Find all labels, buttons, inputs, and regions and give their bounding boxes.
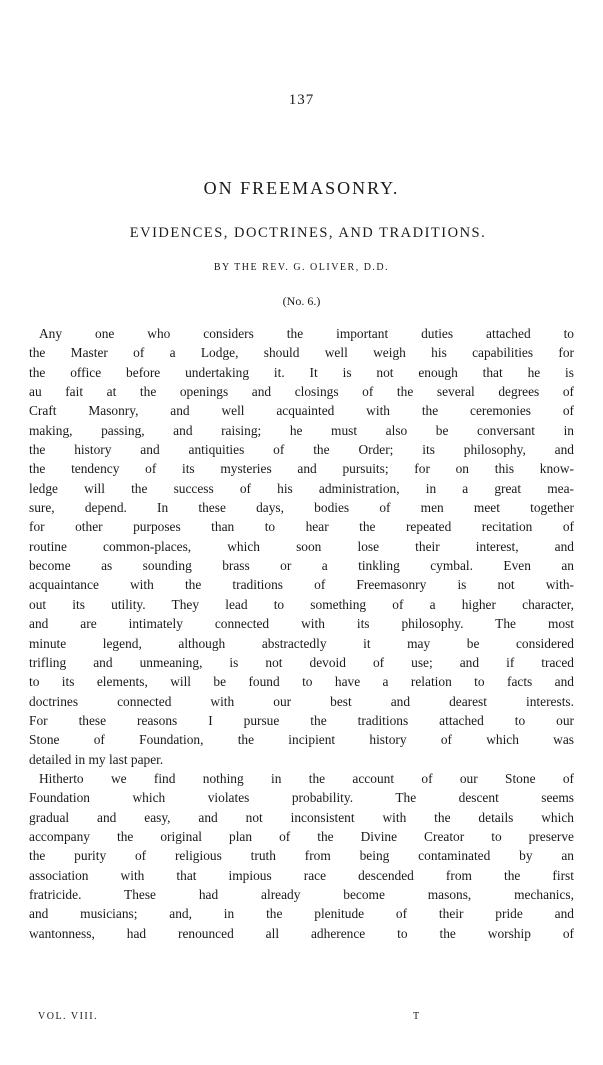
body-line: become as sounding brass or a tinkling cymbal. Even an xyxy=(29,558,574,574)
body-line: Any one who considers the important duties attached to xyxy=(39,326,574,341)
body-line: Craft Masonry, and well acquainted with the ceremonies of xyxy=(29,403,574,419)
body-line: routine common-places, which soon lose their interest, and xyxy=(29,538,574,554)
body-line: gradual and easy, and not inconsistent with the details which xyxy=(29,809,574,825)
body-line: detailed in my last paper. xyxy=(29,751,164,767)
volume-marker: VOL. VIII. xyxy=(38,1011,99,1022)
body-line: the purity of religious truth from being contaminated by an xyxy=(29,848,574,864)
body-line: Stone of Foundation, the incipient history of which was xyxy=(29,732,574,748)
body-line: au fait at the openings and closings of the several degrees of xyxy=(29,384,574,400)
body-line: association with that impious race descended from the first xyxy=(29,867,574,883)
body-line: acquaintance with the traditions of Freemasonry is not with- xyxy=(29,577,574,593)
issue-number: (No. 6.) xyxy=(282,294,321,308)
body-line: ledge will the success of his administration, in a great mea- xyxy=(29,480,574,496)
article-title: ON FREEMASONRY. xyxy=(203,178,400,198)
body-line: to its elements, will be found to have a relation to facts and xyxy=(29,674,574,690)
body-line: accompany the original plan of the Divine Creator to preserve xyxy=(29,828,574,844)
body-line: fratricide. These had already become masons, mechanics, xyxy=(29,886,574,902)
body-line: Foundation which violates probability. The descent seems xyxy=(29,790,574,806)
body-line: and are intimately connected with its philosophy. The most xyxy=(29,616,574,632)
body-line: doctrines connected with our best and dearest interests. xyxy=(29,693,574,709)
article-body xyxy=(29,324,574,943)
body-line: the tendency of its mysteries and pursuits; for on this know- xyxy=(29,461,574,477)
body-line: for other purposes than to hear the repeated recitation of xyxy=(29,519,574,535)
body-line: minute legend, although abstractedly it may be considered xyxy=(29,635,574,651)
body-line: the office before undertaking it. It is not enough that he is xyxy=(29,364,574,380)
body-line: wantonness, had renounced all adherence to the worship of xyxy=(29,925,574,941)
body-line: and musicians; and, in the plenitude of their pride and xyxy=(29,906,574,922)
signature-mark: T xyxy=(413,1011,420,1022)
body-line: the Master of a Lodge, should well weigh his capabilities for xyxy=(29,345,574,361)
body-line: For these reasons I pursue the traditions attached to our xyxy=(29,712,574,728)
article-subtitle: EVIDENCES, DOCTRINES, AND TRADITIONS. xyxy=(129,225,487,241)
body-line: out its utility. They lead to something of a higher character, xyxy=(29,596,574,612)
body-line: the history and antiquities of the Order; its philosophy, and xyxy=(29,442,574,458)
body-line: sure, depend. In these days, bodies of men meet together xyxy=(29,500,574,516)
body-line: Hitherto we find nothing in the account of our Stone of xyxy=(39,770,574,786)
page-number: 137 xyxy=(288,92,315,108)
body-line: trifling and unmeaning, is not devoid of use; and if traced xyxy=(29,654,574,670)
author-byline: BY THE REV. G. OLIVER, D.D. xyxy=(213,262,390,273)
body-line: making, passing, and raising; he must also be conversant in xyxy=(29,422,574,438)
